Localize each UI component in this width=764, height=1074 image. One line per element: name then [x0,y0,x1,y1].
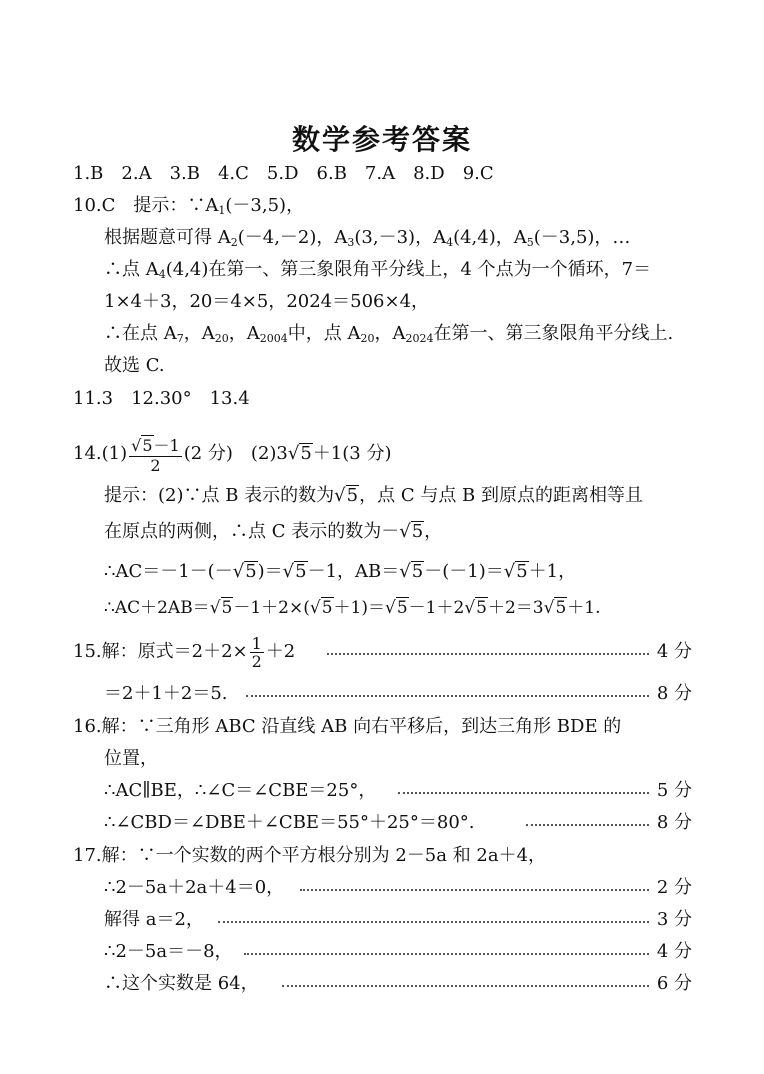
q17-line-3: 解得 a＝2， [104,909,204,930]
mc-answers: 1.B 2.A 3.B 4.C 5.D 6.B 7.A 8.D 9.C [73,163,494,184]
q10-line-6: 故选 C. [104,355,165,376]
q10-line-5: ∴在点 $A_7$，$A_{20}$，$A_{2004}$中，点 $A_{20}$，$A_{2024}$在第一、第三象限角平分线上. [104,323,674,345]
q17-score-2: 3 分 [218,908,692,932]
q10-line-3: ∴点 $A_4(4,4)$在第一、第三象限角平分线上，4 个点为一个循环，7＝ [104,259,652,281]
q17-line-4: ∴2－5a＝－8， [104,941,233,962]
q14-answer: 14.(1) $\frac{√5-1}{2}$ (2 分) (2)3√5＋1(3 分) [73,435,392,475]
q14-hint-3: ∴AC＝－1－(－√5)＝√5－1，AB＝√5－(－1)＝√5＋1， [104,561,577,582]
q16-score-1: 5 分 [398,779,692,803]
q16-score-2: 8 分 [526,811,692,835]
q14-fraction: $\frac{√5-1}{2}$ [131,435,180,475]
q16-line-2: 位置， [104,748,158,769]
q15-score-1: 4 分 [327,640,692,664]
fill-in-answers: 11.3 12.30° 13.4 [73,388,250,409]
q15-line-1: 15.解：原式＝2＋2× $\frac{1}{2}$ ＋2 [73,633,296,671]
q15-line-2: ＝2＋1＋2＝5. [104,683,228,704]
page-title: 数学参考答案 [291,123,472,156]
q14-hint-2: 在原点的两侧，∴点 C 表示的数为－√5， [104,521,443,542]
q17-score-1: 2 分 [300,876,692,900]
q16-line-4: ∴∠CBD＝∠DBE＋∠CBE＝55°＋25°＝80°. [104,812,475,833]
q14-hint-4: ∴AC＋2AB＝√5－1＋2×(√5＋1)＝√5－1＋2√5＋2＝3√5＋1. [104,598,601,618]
q10-line-1: 10.C 提示：$\because A_1(-3,5)$， [73,195,305,217]
q15-score-2: 8 分 [246,682,692,706]
q10-line-4: 1×4＋3，20＝4×5，2024＝506×4， [104,291,430,312]
q10-line-2: 根据题意可得 $A_2(-4,-2)$，$A_3(3,-3)$，$A_4(4,4)$，$A_5(-3,5)$，… [104,227,631,249]
q16-line-3: ∴AC∥BE，∴∠C＝∠CBE＝25°， [104,780,377,801]
q17-score-3: 4 分 [244,940,692,964]
q14-hint-1: 提示：(2)∵点 B 表示的数为√5，点 C 与点 B 到原点的距离相等且 [104,485,643,506]
q17-line-5: ∴这个实数是 64， [104,973,259,994]
q16-line-1: 16.解：∵三角形 ABC 沿直线 AB 向右平移后，到达三角形 BDE 的 [73,716,622,737]
q17-score-4: 6 分 [282,972,692,996]
q15-fraction: $\frac{1}{2}$ [251,633,262,671]
q17-line-2: ∴2－5a＋2a＋4＝0， [104,877,285,898]
q17-line-1: 17.解：∵一个实数的两个平方根分别为 2－5a 和 2a＋4， [73,845,547,866]
